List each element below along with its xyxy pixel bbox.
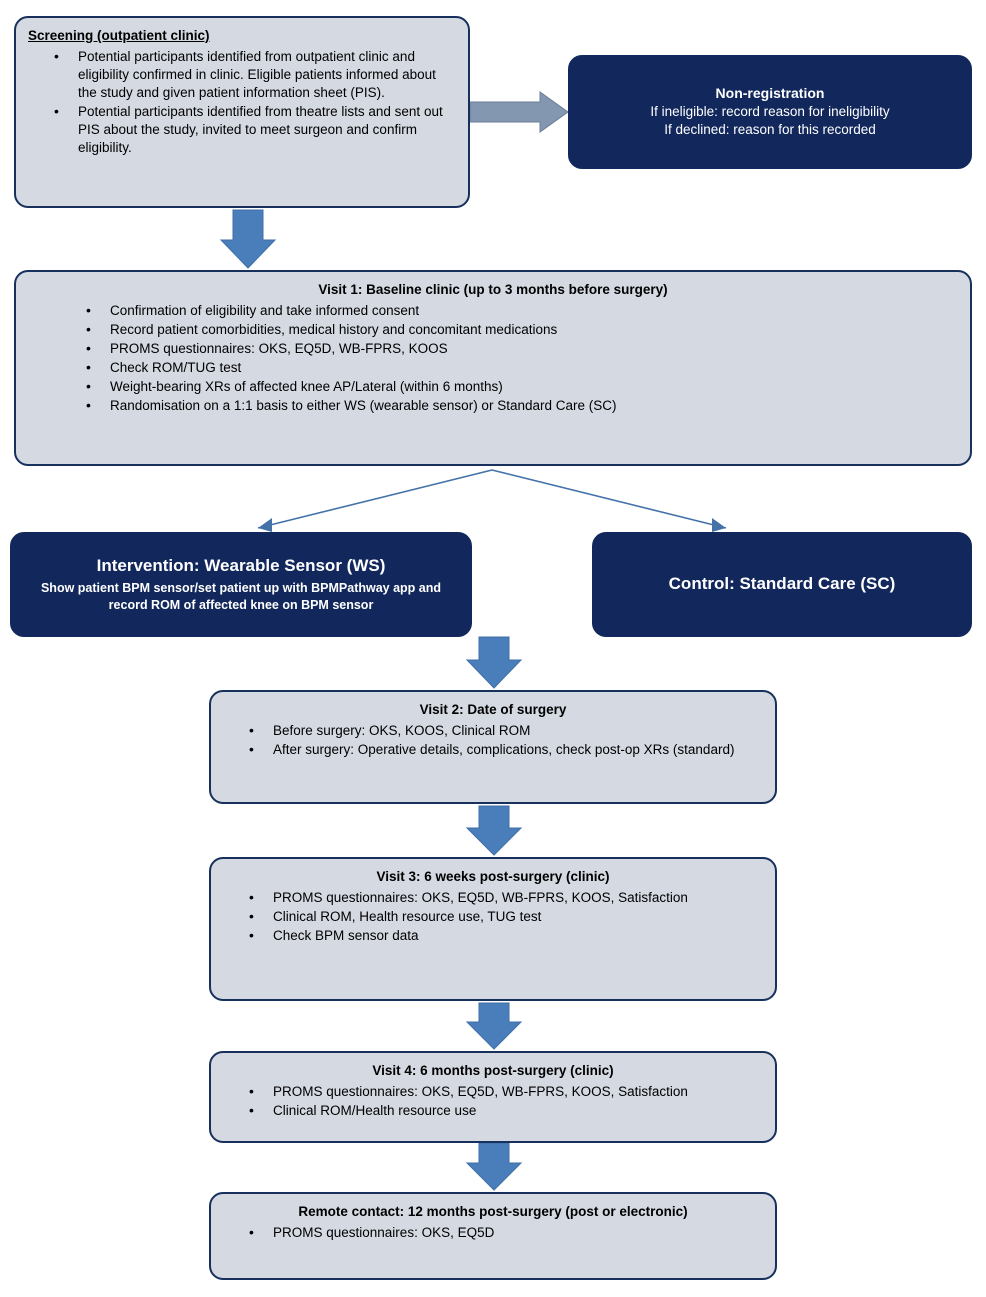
arrow-visit1-to-control — [492, 470, 726, 532]
list-item: • After surgery: Operative details, complications, check post-op XRs (standard) — [249, 741, 763, 759]
visit-2-bullets — [223, 722, 763, 759]
intervention-subtitle: Show patient BPM sensor/set patient up with BPMPathway app and record ROM of affected knee on BPM sensor — [40, 581, 442, 612]
arrow-visit4-to-remote — [467, 1143, 521, 1190]
non-registration-line-2: If declined: reason for this recorded — [664, 122, 876, 138]
remote-contact-title: Remote contact: 12 months post-surgery (post or electronic) — [298, 1204, 688, 1219]
control-title: Control: Standard Care (SC) — [668, 574, 896, 594]
node-non-registration — [568, 55, 972, 169]
non-registration-content — [650, 84, 889, 139]
list-item: • Record patient comorbidities, medical history and concomitant medications — [86, 321, 958, 339]
visit-1-title: Visit 1: Baseline clinic (up to 3 months before surgery) — [318, 282, 668, 297]
arrow-screening-to-visit1 — [221, 210, 275, 268]
screening-bullets — [28, 48, 456, 157]
screening-title: Screening (outpatient clinic) — [28, 28, 210, 43]
non-registration-title: Non-registration — [715, 85, 825, 102]
list-item: • PROMS questionnaires: OKS, EQ5D — [249, 1224, 763, 1242]
list-item: • Clinical ROM/Health resource use — [249, 1102, 763, 1120]
visit-2-title: Visit 2: Date of surgery — [419, 702, 567, 717]
remote-contact-bullets — [223, 1224, 763, 1242]
node-visit-1 — [14, 270, 972, 466]
visit-4-bullets — [223, 1083, 763, 1120]
node-screening — [14, 16, 470, 208]
node-visit-4 — [209, 1051, 777, 1143]
arrow-visit2-to-visit3 — [467, 806, 521, 855]
list-item: • Clinical ROM, Health resource use, TUG test — [249, 908, 763, 926]
list-item: • Check ROM/TUG test — [86, 359, 958, 377]
list-item: • Potential participants identified from theatre lists and sent out PIS about the study, invited to meet surgeon and confirm eligibility. — [54, 103, 456, 157]
intervention-title: Intervention: Wearable Sensor (WS) — [96, 556, 386, 576]
list-item: • PROMS questionnaires: OKS, EQ5D, WB-FPRS, KOOS, Satisfaction — [249, 1083, 763, 1101]
list-item: • Confirmation of eligibility and take informed consent — [86, 302, 958, 320]
list-item: • Weight-bearing XRs of affected knee AP/Lateral (within 6 months) — [86, 378, 958, 396]
list-item: • PROMS questionnaires: OKS, EQ5D, WB-FPRS, KOOS — [86, 340, 958, 358]
visit-3-title: Visit 3: 6 weeks post-surgery (clinic) — [376, 869, 610, 884]
non-registration-line-1: If ineligible: record reason for ineligibility — [650, 104, 890, 120]
list-item: • Check BPM sensor data — [249, 927, 763, 945]
list-item: • Potential participants identified from outpatient clinic and eligibility confirmed in clinic. Eligible patients informed about the study and given patient information sheet (PIS). — [54, 48, 456, 102]
arrow-visit1-to-intervention — [258, 470, 492, 532]
node-visit-2 — [209, 690, 777, 804]
node-control-sc — [592, 532, 972, 637]
list-item: • PROMS questionnaires: OKS, EQ5D, WB-FPRS, KOOS, Satisfaction — [249, 889, 763, 907]
node-visit-3 — [209, 857, 777, 1001]
node-intervention-ws — [10, 532, 472, 637]
visit-3-bullets — [223, 889, 763, 945]
list-item: • Before surgery: OKS, KOOS, Clinical ROM — [249, 722, 763, 740]
arrow-visit3-to-visit4 — [467, 1003, 521, 1049]
arrow-to-visit2 — [467, 637, 521, 688]
visit-4-title: Visit 4: 6 months post-surgery (clinic) — [372, 1063, 614, 1078]
visit-1-bullets — [28, 302, 958, 415]
arrow-screening-to-nonregistration — [470, 92, 568, 132]
list-item: • Randomisation on a 1:1 basis to either WS (wearable sensor) or Standard Care (SC) — [86, 397, 958, 415]
node-remote-contact — [209, 1192, 777, 1280]
